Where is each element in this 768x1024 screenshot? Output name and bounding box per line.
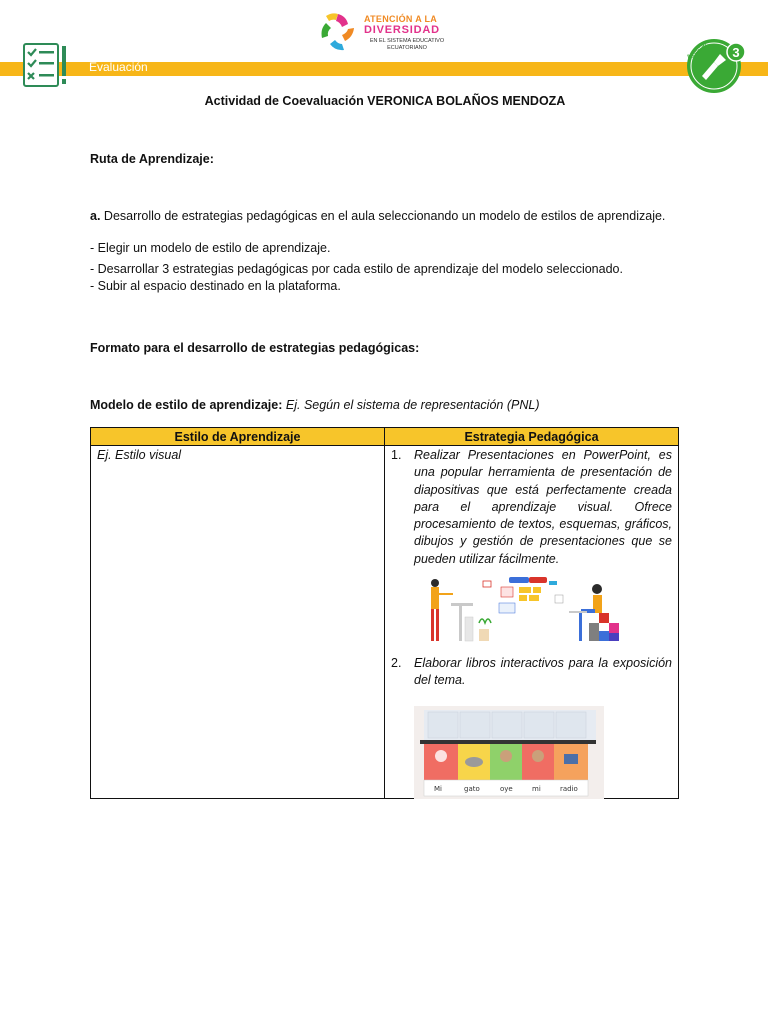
- badge-label: Aplicar: [684, 39, 710, 63]
- logo-line2: DIVERSIDAD: [364, 24, 440, 36]
- list-item: - Desarrollar 3 estrategias pedagógicas por cada estilo de aprendizaje del modelo seleccionado.: [90, 262, 623, 276]
- model-value: Ej. Según el sistema de representación (PNL): [282, 398, 540, 412]
- learning-path-heading: Ruta de Aprendizaje:: [90, 152, 214, 166]
- book-word: mi: [532, 785, 541, 793]
- list-item: - Subir al espacio destinado en la plataforma.: [90, 279, 341, 293]
- hands-circle-icon: [316, 10, 360, 54]
- strategies-table: [90, 427, 679, 799]
- section-label: Evaluación: [89, 60, 148, 74]
- page-header: [0, 0, 768, 100]
- book-word: gato: [464, 785, 480, 793]
- interactive-books-photo: [414, 706, 604, 799]
- point-a-text: Desarrollo de estrategias pedagógicas en el aula seleccionando un modelo de estilos de aprendizaje.: [100, 209, 666, 223]
- point-a: [90, 209, 690, 223]
- book-word: oye: [500, 785, 513, 793]
- strategy-item: [391, 447, 673, 567]
- book-word: Mi: [434, 785, 442, 793]
- checklist-icon: [22, 42, 70, 88]
- logo-line3: EN EL SISTEMA EDUCATIVO ECUATORIANO: [369, 38, 445, 51]
- list-item: - Elegir un modelo de estilo de aprendizaje.: [90, 241, 331, 255]
- logo-line1: ATENCIÓN A LA: [364, 14, 438, 24]
- strategy-text: Realizar Presentaciones en PowerPoint, es una popular herramienta de presentación de diapositivas que está perfectamente creada para el aprendizaje visual. Ofrece procesamiento de textos, esquemas, gráficos, dibujos y gestión de presentaciones que se pueden utilizar fácilmente.: [414, 448, 672, 566]
- model-line: [90, 398, 539, 412]
- page-title: Actividad de Coevaluación VERONICA BOLAÑOS MENDOZA: [204, 94, 566, 108]
- strategy-number: 1.: [391, 448, 402, 462]
- column-header-style: Estilo de Aprendizaje: [174, 430, 301, 444]
- strategy-number: 2.: [391, 656, 402, 670]
- book-word: radio: [560, 785, 578, 793]
- format-heading: Formato para el desarrollo de estrategias pedagógicas:: [90, 341, 420, 355]
- strategy-item: [391, 655, 673, 695]
- diversidad-logo: [316, 10, 456, 56]
- badge-number: 3: [732, 45, 740, 60]
- column-header-strategy: Estrategia Pedagógica: [464, 430, 599, 444]
- style-cell: Ej. Estilo visual: [97, 448, 182, 462]
- apply-badge: [680, 30, 750, 96]
- point-a-label: a.: [90, 209, 101, 223]
- presentation-illustration: [409, 573, 635, 647]
- instructions-list: [90, 238, 623, 297]
- column-divider: [384, 428, 385, 798]
- strategy-text: Elaborar libros interactivos para la exposición del tema.: [414, 656, 672, 688]
- model-label: Modelo de estilo de aprendizaje:: [90, 398, 283, 412]
